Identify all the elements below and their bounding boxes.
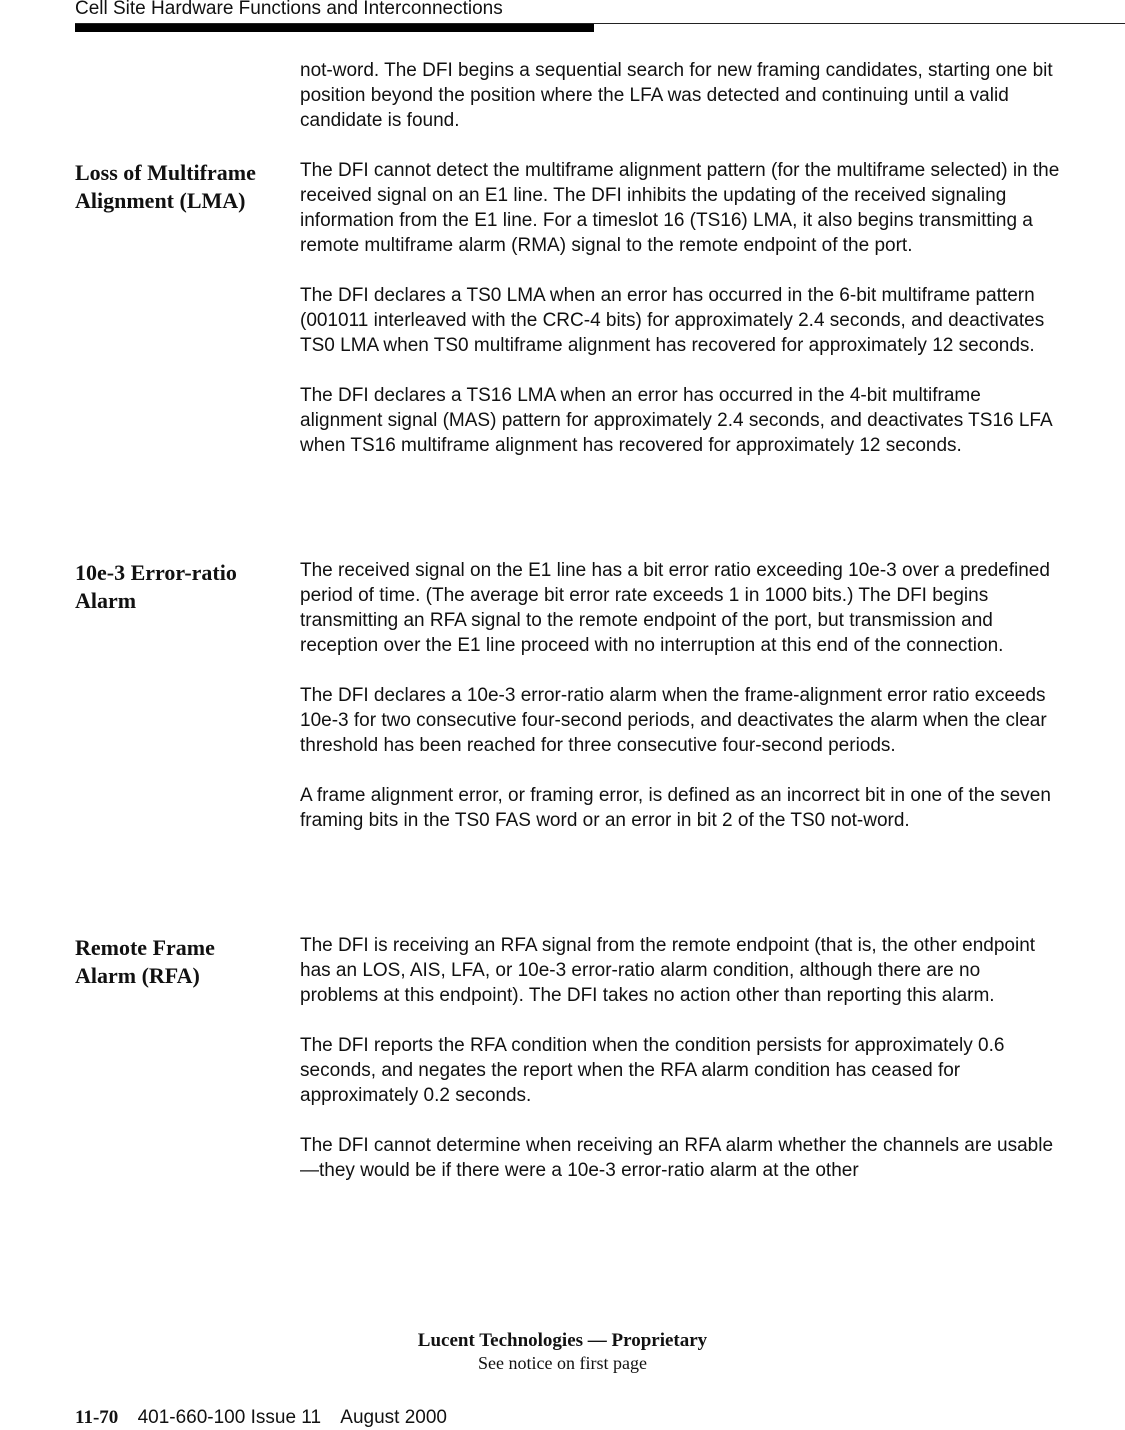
entry-paragraph: The received signal on the E1 line has a bit error ratio exceeding 10e-3 over a predefined period of time. (The average bit error rate exceeds 1 in 1000 bits.) The DFI begins transmitting an RFA signal to the remote endpoint of the port, but transmission and reception over the E1 line proceed with no interruption at this end of the connection. bbox=[300, 560, 1050, 656]
continued-paragraph bbox=[300, 58, 1060, 133]
document-id: 401-660-100 Issue 11 bbox=[137, 1407, 322, 1428]
entry-body bbox=[300, 558, 1060, 833]
footer-page-info bbox=[75, 1407, 447, 1429]
footer-notice: See notice on first page bbox=[478, 1353, 647, 1373]
entry-term: Loss of Multiframe Alignment (LMA) bbox=[75, 160, 256, 213]
running-header-title: Cell Site Hardware Functions and Interconnections bbox=[75, 0, 503, 19]
continued-paragraph-text: not-word. The DFI begins a sequential search for new framing candidates, starting one bit position beyond the position where the LFA was detected and continuing until a valid candidate is found. bbox=[300, 60, 1053, 131]
entry-body bbox=[300, 158, 1060, 458]
entry-paragraph: The DFI declares a 10e-3 error-ratio alarm when the frame-alignment error ratio exceeds 10e-3 for two consecutive four-second periods, and deactivates the alarm when the clear threshold has been reached for three consecutive four-second periods. bbox=[300, 685, 1047, 756]
entry-paragraph: The DFI declares a TS0 LMA when an error has occurred in the 6-bit multiframe pattern (001011 interleaved with the CRC-4 bits) for approximately 2.4 seconds, and deactivates TS0 LMA when TS0 multiframe alignment has recovered for approximately 12 seconds. bbox=[300, 285, 1045, 356]
entry-paragraph: The DFI cannot determine when receiving an RFA alarm whether the channels are usable—they would be if there were a 10e-3 error-ratio alarm at the other bbox=[300, 1135, 1054, 1181]
header-rule-bar bbox=[75, 24, 594, 32]
page-number: 11-70 bbox=[75, 1407, 119, 1428]
entry-paragraph: The DFI reports the RFA condition when the condition persists for approximately 0.6 seconds, and negates the report when the RFA alarm condition has ceased for approximately 0.2 seconds. bbox=[300, 1035, 1005, 1106]
footer-company: Lucent Technologies — Proprietary bbox=[417, 1330, 708, 1351]
entry-paragraph: The DFI cannot detect the multiframe alignment pattern (for the multiframe selected) in the received signal on an E1 line. The DFI inhibits the updating of the received signaling information from the E1 line. For a timeslot 16 (TS16) LMA, it also begins transmitting a remote multiframe alarm (RMA) signal to the remote endpoint of the port. bbox=[300, 160, 1060, 256]
entry-paragraph: The DFI is receiving an RFA signal from the remote endpoint (that is, the other endpoint has an LOS, AIS, LFA, or 10e-3 error-ratio alarm condition, although there are no problems at this endpoint). The DFI takes no action other than reporting this alarm. bbox=[300, 935, 1036, 1006]
entry-term: Remote Frame Alarm (RFA) bbox=[75, 935, 215, 988]
entry-paragraph: A frame alignment error, or framing error, is defined as an incorrect bit in one of the seven framing bits in the TS0 FAS word or an error in bit 2 of the TS0 not-word. bbox=[300, 785, 1051, 831]
entry-term: 10e-3 Error-ratio Alarm bbox=[75, 560, 237, 613]
entry-body bbox=[300, 933, 1060, 1183]
document-date: August 2000 bbox=[340, 1407, 447, 1428]
entry-paragraph: The DFI declares a TS16 LMA when an error has occurred in the 4-bit multiframe alignment signal (MAS) pattern for approximately 2.4 seconds, and deactivates TS16 LFA when TS16 multiframe alignment has recovered for approximately 12 seconds. bbox=[300, 385, 1052, 456]
